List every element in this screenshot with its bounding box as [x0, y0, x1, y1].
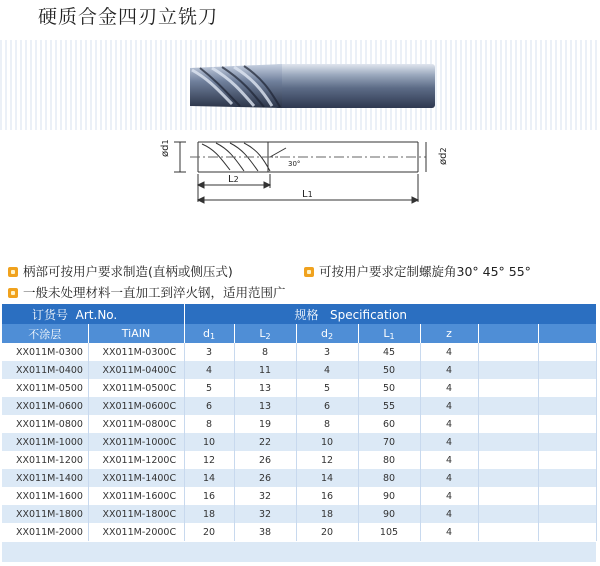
table-cell: 8 [234, 343, 296, 361]
table-cell: 10 [184, 433, 234, 451]
table-cell: XX011M-1800 [2, 505, 88, 523]
column-header-tialn: TiAIN [88, 324, 184, 343]
table-cell: 32 [234, 487, 296, 505]
table-cell [478, 469, 538, 487]
technical-drawing [150, 130, 450, 210]
table-cell: 6 [184, 397, 234, 415]
table-cell: 18 [296, 505, 358, 523]
table-column-header-row [2, 324, 596, 343]
spec-table [2, 304, 597, 541]
table-cell [478, 415, 538, 433]
table-row [2, 523, 596, 541]
table-cell: 26 [234, 469, 296, 487]
feature-item-shank: 柄部可按用户要求制造(直柄或侧压式) [8, 262, 233, 280]
table-row [2, 487, 596, 505]
table-row [2, 505, 596, 523]
table-cell: 4 [420, 343, 478, 361]
table-cell: XX011M-1600 [2, 487, 88, 505]
l2-label: L2 [228, 174, 239, 185]
table-cell [478, 433, 538, 451]
table-cell: 12 [184, 451, 234, 469]
column-header-z: z [420, 324, 478, 343]
table-cell: 105 [358, 523, 420, 541]
table-cell: 4 [420, 397, 478, 415]
table-cell: 4 [296, 361, 358, 379]
table-cell [538, 523, 596, 541]
table-cell [538, 469, 596, 487]
table-cell [478, 505, 538, 523]
table-cell [478, 451, 538, 469]
table-row [2, 433, 596, 451]
table-cell: 4 [420, 487, 478, 505]
table-cell: XX011M-0600 [2, 397, 88, 415]
table-body [2, 343, 596, 541]
table-cell: 8 [296, 415, 358, 433]
column-header-uncoated: 不涂层 [2, 324, 88, 343]
table-cell: XX011M-1400 [2, 469, 88, 487]
table-row [2, 469, 596, 487]
table-cell: XX011M-2000 [2, 523, 88, 541]
table-cell: 16 [184, 487, 234, 505]
table-cell: 50 [358, 361, 420, 379]
helix-angle-label: 30° [288, 160, 301, 168]
column-header-empty [538, 324, 596, 343]
column-header-d1: $d_1$ [184, 324, 234, 343]
table-cell: 90 [358, 505, 420, 523]
table-cell: 8 [184, 415, 234, 433]
feature-item-helix: 可按用户要求定制螺旋角30° 45° 55° [304, 262, 531, 280]
table-cell: 11 [234, 361, 296, 379]
order-number-header: 订货号 Art.No. [2, 304, 184, 324]
table-cell: 80 [358, 451, 420, 469]
table-row [2, 343, 596, 361]
table-cell: 4 [420, 505, 478, 523]
table-cell: 45 [358, 343, 420, 361]
table-footer-row [2, 542, 596, 562]
column-header-l1: $L_1$ [358, 324, 420, 343]
table-cell: 5 [184, 379, 234, 397]
table-row [2, 379, 596, 397]
table-cell [478, 379, 538, 397]
table-cell [538, 433, 596, 451]
table-cell [538, 487, 596, 505]
table-cell: XX011M-1800C [88, 505, 184, 523]
table-cell: 26 [234, 451, 296, 469]
end-mill-photo [0, 40, 600, 130]
feature-item-material: 一般未处理材料一直加工到淬火钢，适用范围广 [8, 283, 286, 301]
table-cell: 4 [420, 433, 478, 451]
table-row [2, 361, 596, 379]
table-cell: 4 [420, 523, 478, 541]
table-cell: 22 [234, 433, 296, 451]
table-cell: 13 [234, 397, 296, 415]
table-cell [538, 343, 596, 361]
table-cell: XX011M-1000C [88, 433, 184, 451]
table-cell: 80 [358, 469, 420, 487]
bullet-icon [8, 288, 18, 298]
table-row [2, 415, 596, 433]
table-cell: 20 [184, 523, 234, 541]
table-cell: XX011M-0500C [88, 379, 184, 397]
table-cell: 4 [420, 451, 478, 469]
table-cell: 32 [234, 505, 296, 523]
table-cell: XX011M-1200 [2, 451, 88, 469]
column-header-l2: $L_2$ [234, 324, 296, 343]
table-cell [538, 379, 596, 397]
table-cell: XX011M-0400C [88, 361, 184, 379]
table-cell: 20 [296, 523, 358, 541]
table-cell: 38 [234, 523, 296, 541]
table-cell: 4 [420, 415, 478, 433]
table-row [2, 451, 596, 469]
table-cell [538, 361, 596, 379]
table-cell: XX011M-0800 [2, 415, 88, 433]
table-cell: 90 [358, 487, 420, 505]
table-cell [478, 343, 538, 361]
table-cell: 14 [184, 469, 234, 487]
d1-label: ød1 [160, 139, 171, 157]
l1-label: L1 [302, 189, 313, 200]
table-cell: 3 [296, 343, 358, 361]
table-cell [478, 397, 538, 415]
table-cell: XX011M-0300 [2, 343, 88, 361]
table-cell: 5 [296, 379, 358, 397]
table-cell [538, 397, 596, 415]
table-cell: 10 [296, 433, 358, 451]
table-cell: 6 [296, 397, 358, 415]
table-cell: 4 [420, 379, 478, 397]
table-cell [538, 505, 596, 523]
table-cell [478, 487, 538, 505]
table-cell [478, 523, 538, 541]
table-cell: XX011M-0500 [2, 379, 88, 397]
table-cell: XX011M-0600C [88, 397, 184, 415]
table-cell: XX011M-1200C [88, 451, 184, 469]
column-header-empty [478, 324, 538, 343]
table-cell: 18 [184, 505, 234, 523]
table-cell [478, 361, 538, 379]
table-cell: XX011M-0800C [88, 415, 184, 433]
column-header-d2: $d_2$ [296, 324, 358, 343]
table-cell: 13 [234, 379, 296, 397]
table-cell: 14 [296, 469, 358, 487]
table-cell: 16 [296, 487, 358, 505]
page-title: 硬质合金四刃立铣刀 [38, 6, 219, 28]
table-cell: XX011M-0400 [2, 361, 88, 379]
table-cell: 4 [420, 469, 478, 487]
table-cell: XX011M-1600C [88, 487, 184, 505]
table-cell: 4 [420, 361, 478, 379]
table-cell: 55 [358, 397, 420, 415]
table-cell: 3 [184, 343, 234, 361]
table-cell: XX011M-1400C [88, 469, 184, 487]
d2-label: ød2 [438, 147, 449, 165]
table-header-group-row [2, 304, 596, 324]
bullet-icon [8, 267, 18, 277]
bullet-icon [304, 267, 314, 277]
table-cell [538, 415, 596, 433]
table-cell: 50 [358, 379, 420, 397]
table-cell: 19 [234, 415, 296, 433]
table-cell: XX011M-2000C [88, 523, 184, 541]
table-cell: 70 [358, 433, 420, 451]
table-cell [538, 451, 596, 469]
table-cell: XX011M-0300C [88, 343, 184, 361]
table-row [2, 397, 596, 415]
specification-header: 规格 Specification [184, 304, 596, 324]
table-cell: 4 [184, 361, 234, 379]
table-cell: XX011M-1000 [2, 433, 88, 451]
table-cell: 12 [296, 451, 358, 469]
table-cell: 60 [358, 415, 420, 433]
